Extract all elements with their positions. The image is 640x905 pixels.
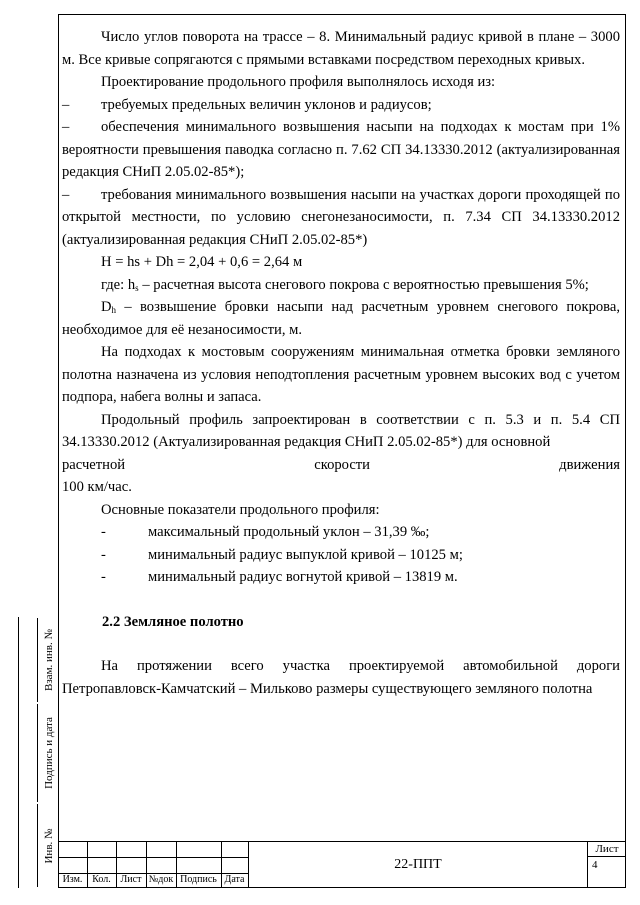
- paragraph-profile-intro: Проектирование продольного профиля выполнялось исходя из:: [101, 74, 496, 90]
- side-label-inv: Инв. №: [42, 827, 55, 864]
- header-list: Лист: [120, 874, 142, 885]
- document-code-text: 22-ППТ: [394, 857, 442, 872]
- formula-where-hs: [62, 274, 620, 297]
- paragraph-earthwork: На протяжении всего участка проектируемой автомобильной дороги Петропавловск-Камчатский – Мильково размеры существующего земляного полотна: [62, 658, 620, 697]
- title-block: [58, 841, 626, 888]
- header-kol: Кол.: [92, 874, 111, 885]
- dash-text: требования минимального возвышения насыпи на участках дороги проходящей по открытой местности, по условию снегонезаносимости, п. 7.34 СП 34.13330.2012 (актуализированная редакция СНиП 2.05.02-85*): [62, 186, 620, 248]
- title-block-grid: [58, 841, 248, 888]
- list-text: минимальный радиус выпуклой кривой – 10125 м;: [148, 546, 463, 563]
- paragraph-bridge-approach: На подходах к мостовым сооружениям минимальная отметка бровки земляного полотна назначена из условия неподтопления расчетным уровнем высоких вод с учетом подпора, набега волны и запаса.: [62, 344, 620, 405]
- hs-subscript: s: [135, 282, 139, 293]
- dash-item-3: [62, 184, 620, 252]
- header-podpis: Подпись: [180, 874, 217, 885]
- side-cell-vzam: [18, 617, 55, 703]
- paragraph-design-speed: расчетной скорости движения: [62, 456, 620, 473]
- side-cell-podpis: [18, 703, 55, 803]
- side-label-vzam: Взам. инв. №: [42, 629, 55, 691]
- dash-item-2: [62, 116, 620, 184]
- title-block-headers: [58, 874, 248, 887]
- dash-item-1: [62, 94, 620, 117]
- section-heading: 2.2 Земляное полотно: [102, 613, 244, 630]
- dash-text: обеспечения минимального возвышения насыпи на подходах к мостам при 1% вероятности превышения паводка согласно п. 7.62 СП 34.13330.2012 (актуализированная редакция СНиП 2.05.02-85*);: [62, 119, 620, 180]
- list-text: минимальный радиус вогнутой кривой – 13819 м.: [148, 569, 458, 585]
- paragraph-indicators: Основные показатели продольного профиля:: [101, 501, 380, 518]
- dash-marker: –: [62, 119, 70, 135]
- header-data: Дата: [224, 874, 245, 885]
- formula: H = hs + Dh = 2,04 + 0,6 = 2,64 м: [101, 254, 303, 270]
- header-ndok: №док: [148, 874, 174, 885]
- list-marker: -: [101, 569, 106, 585]
- where-prefix: где: h: [101, 276, 136, 293]
- list-item-2: [62, 544, 620, 567]
- document-body: [62, 26, 620, 700]
- list-marker: -: [101, 524, 106, 540]
- dh-symbol: D: [101, 299, 112, 315]
- list-item-1: [62, 521, 620, 544]
- sheet-number-cell: [588, 841, 626, 888]
- dash-marker: –: [62, 186, 70, 203]
- formula-where-dh: [62, 296, 620, 341]
- side-label-podpis: Подпись и дата: [42, 717, 55, 789]
- sheet-number: 4: [592, 859, 598, 871]
- side-cell-inv: [18, 803, 55, 888]
- sheet-caption: Лист: [588, 842, 626, 857]
- paragraph-design: Продольный профиль запроектирован в соответствии с п. 5.3 и п. 5.4 СП 34.13330.2012 (Актуализированная редакция СНиП 2.05.02-85*) для основной: [62, 411, 620, 450]
- list-item-3: [62, 566, 620, 589]
- where-rest: – расчетная высота снегового покрова с вероятностью превышения 5%;: [138, 276, 589, 293]
- paragraph-curves: Число углов поворота на трассе – 8. Минимальный радиус кривой в плане – 3000 м. Все кривые сопрягаются с прямыми вставками посредством переходных кривых.: [62, 29, 620, 68]
- dash-marker: –: [62, 96, 70, 113]
- paragraph-design-tail: 100 км/час.: [62, 479, 132, 495]
- dash-text: требуемых предельных величин уклонов и радиусов;: [101, 96, 432, 113]
- dh-rest: – возвышение бровки насыпи над расчетным уровнем снегового покрова, необходимое для её незаносимости, м.: [62, 299, 620, 338]
- dh-subscript: h: [111, 305, 117, 315]
- document-code: [248, 841, 588, 888]
- list-marker: -: [101, 546, 106, 563]
- side-stamp-strip: [18, 617, 58, 888]
- header-izm: Изм.: [62, 874, 83, 885]
- list-text: максимальный продольный уклон – 31,39 ‰;: [148, 524, 430, 540]
